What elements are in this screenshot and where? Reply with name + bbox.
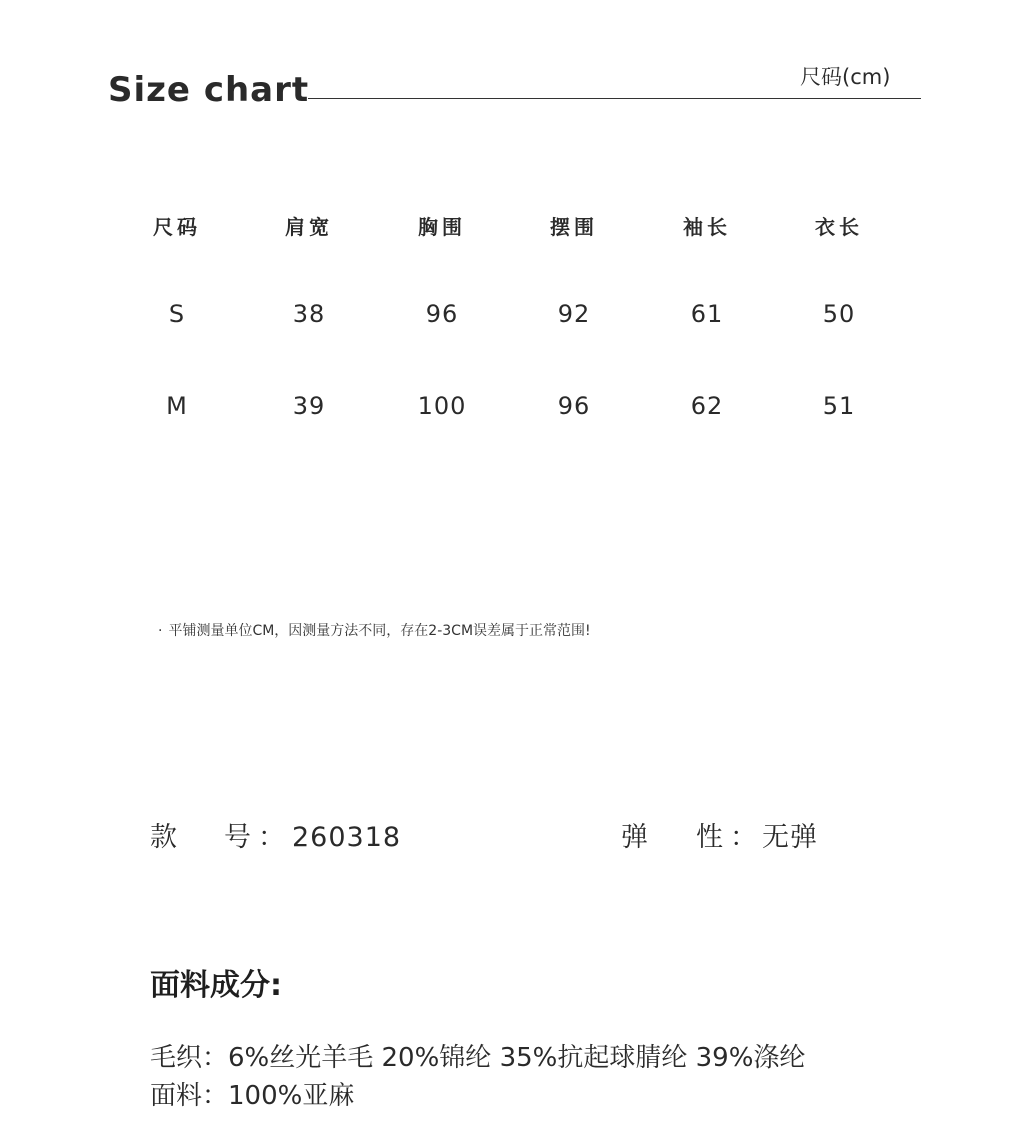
fabric-composition-title: 面料成分: [150, 968, 282, 1003]
size-table-header: 衣长 [815, 215, 863, 239]
size-table-value-cell: 96 [425, 300, 459, 328]
size-table-header: 尺码 [153, 215, 201, 239]
elasticity-label-1: 弹 [621, 822, 648, 853]
size-table-header: 摆围 [550, 215, 598, 239]
style-number-colon: ： [258, 822, 285, 853]
note-text: 平铺测量单位CM，因测量方法不同，存在2-3CM误差属于正常范围! [168, 623, 591, 639]
size-table-header: 袖长 [683, 215, 731, 239]
size-table-value-cell: 100 [417, 392, 467, 420]
style-number-label-2: 号 [224, 822, 251, 853]
elasticity-value: 无弹 [762, 822, 818, 853]
fabric-line-outer: 面料：100%亚麻 [150, 1081, 355, 1111]
size-table-size-cell: M [166, 392, 188, 420]
size-table-header: 肩宽 [285, 215, 333, 239]
size-table-value-cell: 51 [822, 392, 856, 420]
size-table-value-cell: 92 [557, 300, 591, 328]
unit-label: 尺码(cm) [800, 65, 891, 89]
size-table-size-cell: S [168, 300, 186, 328]
size-table-value-cell: 39 [292, 392, 326, 420]
size-table-value-cell: 38 [292, 300, 326, 328]
style-number-label-1: 款 [150, 822, 177, 853]
size-table-value-cell: 96 [557, 392, 591, 420]
size-chart-title: Size chart [108, 70, 310, 110]
size-table-value-cell: 62 [690, 392, 724, 420]
note-bullet: · [158, 623, 163, 639]
size-table-value-cell: 50 [822, 300, 856, 328]
measurement-note [158, 620, 591, 642]
size-table-value-cell: 61 [690, 300, 724, 328]
elasticity-label-2: 性 [696, 822, 723, 853]
elasticity-colon: ： [730, 822, 757, 853]
style-number-value: 260318 [292, 822, 402, 853]
size-table-header: 胸围 [418, 215, 466, 239]
fabric-line-knit: 毛织：6%丝光羊毛 20%锦纶 35%抗起球腈纶 39%涤纶 [150, 1043, 806, 1073]
